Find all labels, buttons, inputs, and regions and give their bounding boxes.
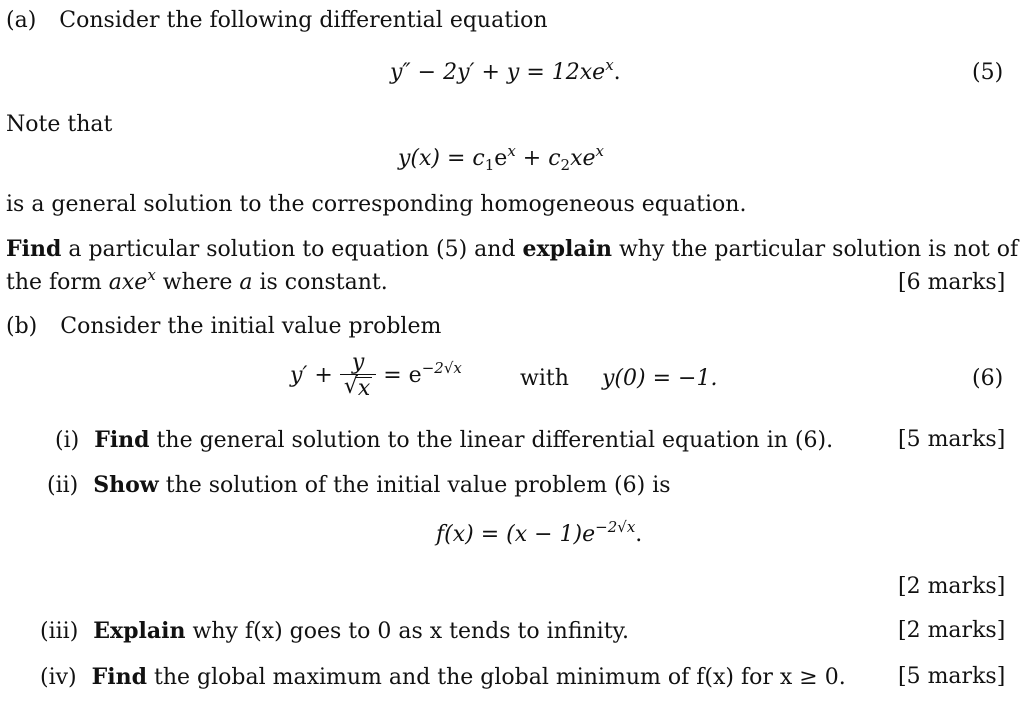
part-a-intro: Consider the following differential equation [59, 8, 548, 33]
item-ii-label: (ii) [47, 473, 79, 498]
equation-5-exponent: x [605, 56, 614, 74]
item-iii-label: (iii) [40, 619, 79, 644]
form-exp: x [147, 266, 156, 284]
part-b-heading [6, 316, 441, 338]
equation-5 [390, 56, 621, 85]
solution-lhs: y(x) = c [398, 146, 485, 171]
item-iv-text: the global maximum and the global minimum of f(x) for x ≥ 0. [147, 665, 846, 690]
item-iv-keyword: Find [91, 664, 147, 690]
ivp-solution-exponent: −2√x [595, 518, 636, 536]
ivp-equals-e: = e [376, 363, 422, 388]
homogeneous-solution [398, 142, 604, 174]
explain-keyword: explain [522, 236, 612, 262]
item-i-label: (i) [55, 428, 80, 453]
item-iv [40, 666, 846, 689]
ivp-solution-end: . [635, 522, 643, 547]
solution-exp-2: x [595, 142, 604, 160]
item-ii-marks: [2 marks] [898, 574, 1006, 599]
part-a-heading [6, 10, 548, 32]
form-text-2: where [155, 270, 240, 295]
ivp-initial-condition: y(0) = −1. [602, 366, 718, 391]
item-i-keyword: Find [94, 427, 150, 453]
form-math: axe [108, 270, 148, 295]
solution-plus-c: + c [515, 146, 561, 171]
solution-sub-1: 1 [484, 156, 495, 174]
solution-exp-1: x [507, 142, 516, 160]
item-i [55, 429, 833, 452]
part-b-intro: Consider the initial value problem [60, 314, 442, 339]
form-text-3: is constant. [252, 270, 388, 295]
ivp-fraction [340, 352, 376, 400]
explain-text: why the particular solution is not of [611, 237, 1019, 262]
form-line [6, 266, 388, 295]
ivp-numerator: y [351, 350, 365, 375]
note-text: Note that [6, 112, 113, 137]
equation-5-number: (5) [972, 60, 1004, 85]
find-text: a particular solution to equation (5) and [61, 237, 523, 262]
part-a-label: (a) [6, 8, 37, 33]
item-ii-text: the solution of the initial value problem (6) is [158, 473, 671, 498]
equation-6 [290, 352, 462, 400]
part-a-marks: [6 marks] [898, 270, 1006, 295]
ivp-denominator: x [357, 376, 371, 401]
ivp-solution-equation [436, 518, 643, 547]
item-iii-text: why f(x) goes to 0 as x tends to infinity. [185, 619, 630, 644]
item-iv-label: (iv) [40, 665, 77, 690]
item-iii-marks: [2 marks] [898, 618, 1006, 643]
item-i-marks: [5 marks] [898, 427, 1006, 452]
item-ii-keyword: Show [93, 472, 159, 498]
ivp-with: with [520, 366, 569, 391]
item-iv-marks: [5 marks] [898, 664, 1006, 689]
ivp-solution-lhs: f(x) = (x − 1)e [436, 522, 596, 547]
ivp-y-prime: y′ + [290, 363, 340, 388]
part-b-label: (b) [6, 314, 38, 339]
item-i-text: the general solution to the linear differential equation in (6). [149, 428, 834, 453]
solution-sub-2: 2 [560, 156, 571, 174]
find-instruction-line [6, 238, 1018, 261]
equation-5-lhs: y″ − 2y′ + y = 12xe [390, 60, 606, 85]
form-a: a [239, 270, 253, 295]
item-iii-keyword: Explain [93, 618, 186, 644]
equation-5-end: . [613, 60, 621, 85]
find-keyword: Find [6, 236, 62, 262]
equation-6-number: (6) [972, 366, 1004, 391]
solution-e-1: e [494, 146, 508, 171]
general-solution-line: is a general solution to the corresponding homogeneous equation. [6, 192, 747, 217]
form-text-1: the form [6, 270, 109, 295]
item-iii [40, 620, 629, 643]
item-ii [47, 474, 671, 497]
ivp-exponent: −2√x [421, 359, 462, 377]
solution-xe: xe [570, 146, 596, 171]
